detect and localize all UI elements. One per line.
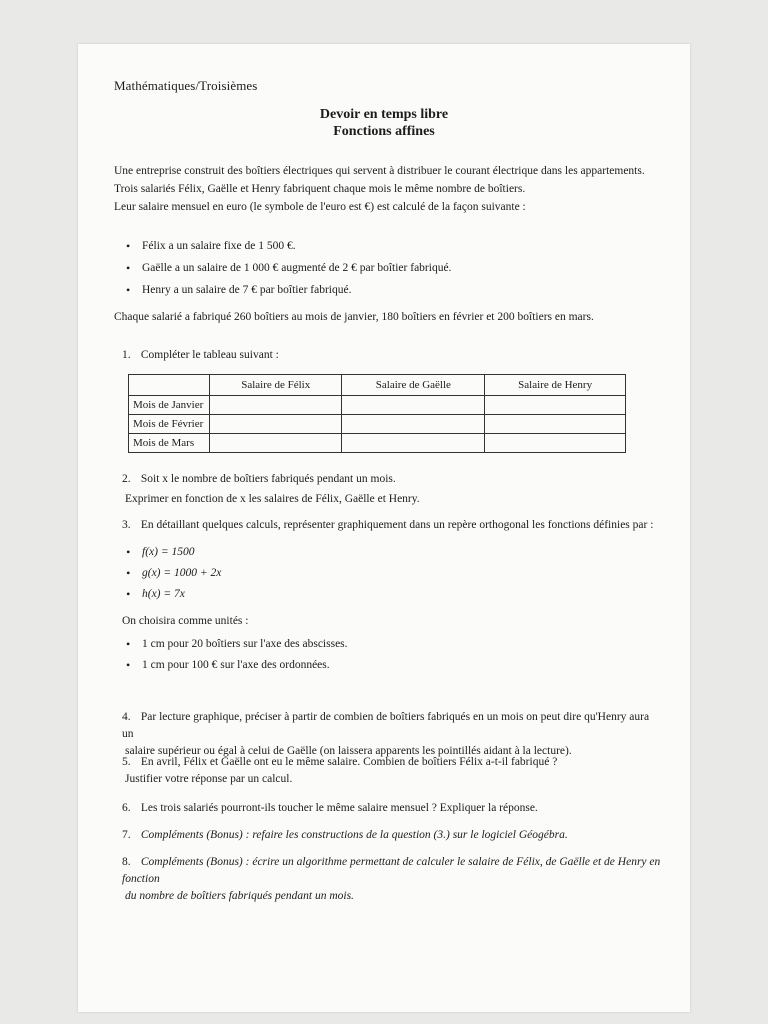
- question-text-continued: Justifier votre réponse par un calcul.: [125, 773, 293, 785]
- question-text: Compléments (Bonus) : refaire les constructions de la question (3.) sur le logiciel Géogébra.: [140, 829, 568, 841]
- intro-line: Trois salariés Félix, Gaëlle et Henry fabriquent chaque mois le même nombre de boîtiers.: [114, 183, 526, 195]
- table-cell[interactable]: [210, 415, 342, 434]
- table-cell[interactable]: [485, 396, 626, 415]
- units-list: [126, 634, 348, 676]
- unit-abscissa: • 1 cm pour 20 boîtiers sur l'axe des abscisses.: [126, 634, 348, 655]
- table-cell[interactable]: [485, 415, 626, 434]
- function-f: • f(x) = 1500: [126, 542, 221, 563]
- question-7: [122, 827, 662, 844]
- question-number: 7.: [122, 829, 131, 841]
- course-header: Mathématiques/Troisièmes: [114, 78, 258, 93]
- table-header-empty: [129, 375, 210, 396]
- question-number: 5.: [122, 756, 131, 768]
- question-text: Les trois salariés pourront-ils toucher le même salaire mensuel ? Expliquer la réponse.: [140, 802, 538, 814]
- unit-ordinate: • 1 cm pour 100 € sur l'axe des ordonnées.: [126, 655, 348, 676]
- question-text: Compléter le tableau suivant :: [140, 349, 279, 361]
- intro-line: Une entreprise construit des boîtiers électriques qui servent à distribuer le courant électrique dans les appartements.: [114, 165, 645, 177]
- title-line-2: Fonctions affines: [333, 124, 435, 139]
- question-6: [122, 800, 662, 817]
- question-3: [122, 517, 662, 534]
- question-8: [122, 854, 662, 905]
- table-cell[interactable]: [210, 434, 342, 453]
- salary-rule-gaelle: • Gaëlle a un salaire de 1 000 € augmenté de 2 € par boîtier fabriqué.: [126, 257, 451, 279]
- functions-list: [126, 542, 221, 605]
- production-statement: Chaque salarié a fabriqué 260 boîtiers au mois de janvier, 180 boîtiers en février et 200 boîtiers en mars.: [114, 311, 594, 323]
- intro-line: Leur salaire mensuel en euro (le symbole de l'euro est €) est calculé de la façon suivante :: [114, 201, 526, 213]
- question-4: [122, 709, 662, 760]
- question-number: 6.: [122, 802, 131, 814]
- question-text: Soit x le nombre de boîtiers fabriqués pendant un mois.: [140, 473, 396, 485]
- salary-table: [128, 374, 626, 453]
- row-label-january: Mois de Janvier: [129, 396, 210, 415]
- question-text-continued: du nombre de boîtiers fabriqués pendant un mois.: [125, 890, 354, 902]
- function-h: • h(x) = 7x: [126, 584, 221, 605]
- intro-paragraph: [114, 162, 659, 216]
- question-text-continued: salaire supérieur ou égal à celui de Gaëlle (on laissera apparents les pointillés aidant à la lecture).: [125, 745, 572, 757]
- question-text: Compléments (Bonus) : écrire un algorithme permettant de calculer le salaire de Félix, de Gaëlle et de Henry en fonction: [122, 856, 661, 885]
- table-cell[interactable]: [485, 434, 626, 453]
- title-line-1: Devoir en temps libre: [319, 107, 449, 122]
- function-g: • g(x) = 1000 + 2x: [126, 563, 221, 584]
- question-text: En détaillant quelques calculs, représenter graphiquement dans un repère orthogonal les fonctions définies par :: [140, 519, 654, 531]
- question-text: Par lecture graphique, préciser à partir de combien de boîtiers fabriqués en un mois on peut dire qu'Henry aura un: [122, 711, 650, 740]
- question-text-continued: Exprimer en fonction de x les salaires de Félix, Gaëlle et Henry.: [125, 493, 420, 505]
- table-cell[interactable]: [210, 396, 342, 415]
- table-header-felix: Salaire de Félix: [210, 375, 342, 396]
- question-number: 2.: [122, 473, 131, 485]
- question-2: [122, 471, 662, 508]
- table-row: [129, 396, 626, 415]
- salary-rule-felix: • Félix a un salaire fixe de 1 500 €.: [126, 235, 451, 257]
- table-cell[interactable]: [342, 415, 485, 434]
- row-label-march: Mois de Mars: [129, 434, 210, 453]
- table-cell[interactable]: [342, 396, 485, 415]
- salary-rules-list: [126, 235, 451, 301]
- document-page: [78, 44, 690, 1012]
- table-row: [129, 434, 626, 453]
- row-label-february: Mois de Février: [129, 415, 210, 434]
- question-number: 8.: [122, 856, 131, 868]
- units-intro: On choisira comme unités :: [122, 615, 249, 627]
- question-5: [122, 754, 662, 788]
- question-text: En avril, Félix et Gaëlle ont eu le même salaire. Combien de boîtiers Félix a-t-il fabriqué ?: [140, 756, 558, 768]
- table-header-row: [129, 375, 626, 396]
- table-header-henry: Salaire de Henry: [485, 375, 626, 396]
- table-cell[interactable]: [342, 434, 485, 453]
- question-number: 4.: [122, 711, 131, 723]
- question-1: [122, 347, 662, 364]
- table-row: [129, 415, 626, 434]
- salary-rule-henry: • Henry a un salaire de 7 € par boîtier fabriqué.: [126, 279, 451, 301]
- question-number: 1.: [122, 349, 131, 361]
- question-number: 3.: [122, 519, 131, 531]
- table-header-gaelle: Salaire de Gaëlle: [342, 375, 485, 396]
